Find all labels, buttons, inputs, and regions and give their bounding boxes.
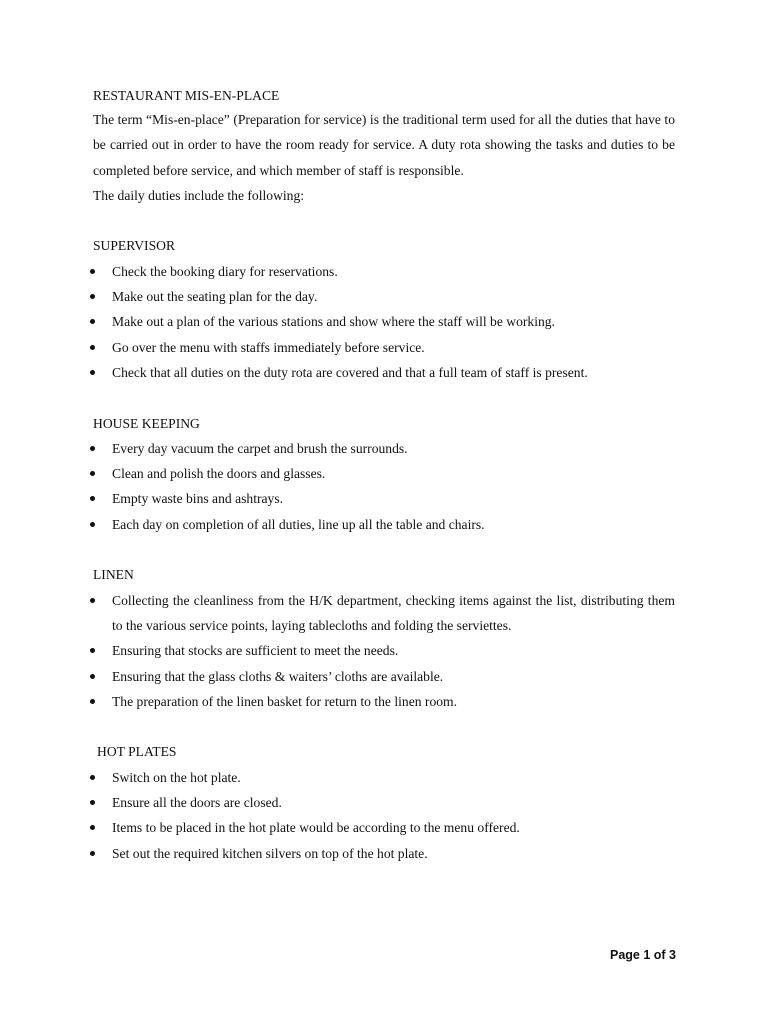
bullet-list [93, 436, 675, 537]
list-item-text: Items to be placed in the hot plate would be according to the menu offered. [112, 820, 520, 836]
bullet-icon [90, 471, 95, 476]
list-item [93, 512, 675, 537]
list-item-text: Go over the menu with staffs immediately before service. [112, 339, 425, 355]
section-house-keeping [93, 411, 675, 537]
list-item-text: Ensure all the doors are closed. [112, 795, 282, 811]
list-item-text: Clean and polish the doors and glasses. [112, 466, 326, 482]
list-item [93, 765, 675, 790]
bullet-icon [90, 674, 95, 679]
bullet-list [93, 588, 675, 714]
list-item [93, 486, 675, 511]
bullet-icon [90, 522, 95, 527]
section-heading: HOT PLATES [97, 744, 177, 760]
intro-paragraph: The term “Mis-en-place” (Preparation for service) is the traditional term used for all the duties that have to be carried out in order to have the room ready for service. A duty rota showing the tasks and duties to be completed before service, and which member of staff is responsible. [93, 112, 675, 178]
list-item [93, 841, 675, 866]
bullet-list [93, 259, 675, 385]
list-item-text: The preparation of the linen basket for return to the linen room. [112, 693, 458, 709]
list-item [93, 664, 675, 689]
bullet-icon [90, 319, 95, 324]
list-item-text: Make out a plan of the various stations and show where the staff will be working. [112, 314, 555, 330]
list-item [93, 638, 675, 663]
section-linen [93, 562, 675, 714]
list-item [93, 689, 675, 714]
intro-line: The daily duties include the following: [93, 187, 305, 203]
list-item-text: Ensuring that the glass cloths & waiters’ cloths are available. [112, 668, 444, 684]
bullet-icon [90, 699, 95, 704]
document-body [93, 85, 675, 866]
bullet-icon [90, 851, 95, 856]
section-heading: LINEN [93, 567, 134, 583]
bullet-icon [90, 269, 95, 274]
bullet-list [93, 765, 675, 866]
bullet-icon [90, 446, 95, 451]
document-title: RESTAURANT MIS-EN-PLACE [93, 88, 280, 103]
list-item-text: Check the booking diary for reservations. [112, 263, 338, 279]
list-item-text: Empty waste bins and ashtrays. [112, 491, 284, 507]
list-item-text: Every day vacuum the carpet and brush the surrounds. [112, 440, 408, 456]
list-item-text: Switch on the hot plate. [112, 769, 241, 785]
bullet-icon [90, 775, 95, 780]
list-item [93, 815, 675, 840]
list-item-text: Ensuring that stocks are sufficient to meet the needs. [112, 643, 399, 659]
list-item-text: Collecting the cleanliness from the H/K department, checking items against the list, distributing them to the various service points, laying tablecloths and folding the serviettes. [112, 592, 675, 633]
list-item [93, 588, 675, 639]
list-item-text: Each day on completion of all duties, line up all the table and chairs. [112, 516, 485, 532]
bullet-icon [90, 800, 95, 805]
bullet-icon [90, 598, 95, 603]
bullet-icon [90, 294, 95, 299]
list-item [93, 335, 675, 360]
list-item [93, 360, 675, 385]
section-hot-plates [93, 739, 675, 865]
list-item [93, 461, 675, 486]
bullet-icon [90, 370, 95, 375]
section-heading: SUPERVISOR [93, 238, 176, 254]
list-item-text: Make out the seating plan for the day. [112, 289, 318, 305]
list-item [93, 309, 675, 334]
list-item-text: Set out the required kitchen silvers on top of the hot plate. [112, 845, 428, 861]
bullet-icon [90, 825, 95, 830]
section-supervisor [93, 233, 675, 385]
list-item-text: Check that all duties on the duty rota are covered and that a full team of staff is present. [112, 364, 588, 380]
bullet-icon [90, 496, 95, 501]
bullet-icon [90, 648, 95, 653]
bullet-icon [90, 345, 95, 350]
page-number: Page 1 of 3 [610, 948, 676, 962]
list-item [93, 790, 675, 815]
list-item [93, 436, 675, 461]
section-heading: HOUSE KEEPING [93, 415, 200, 431]
list-item [93, 259, 675, 284]
list-item [93, 284, 675, 309]
